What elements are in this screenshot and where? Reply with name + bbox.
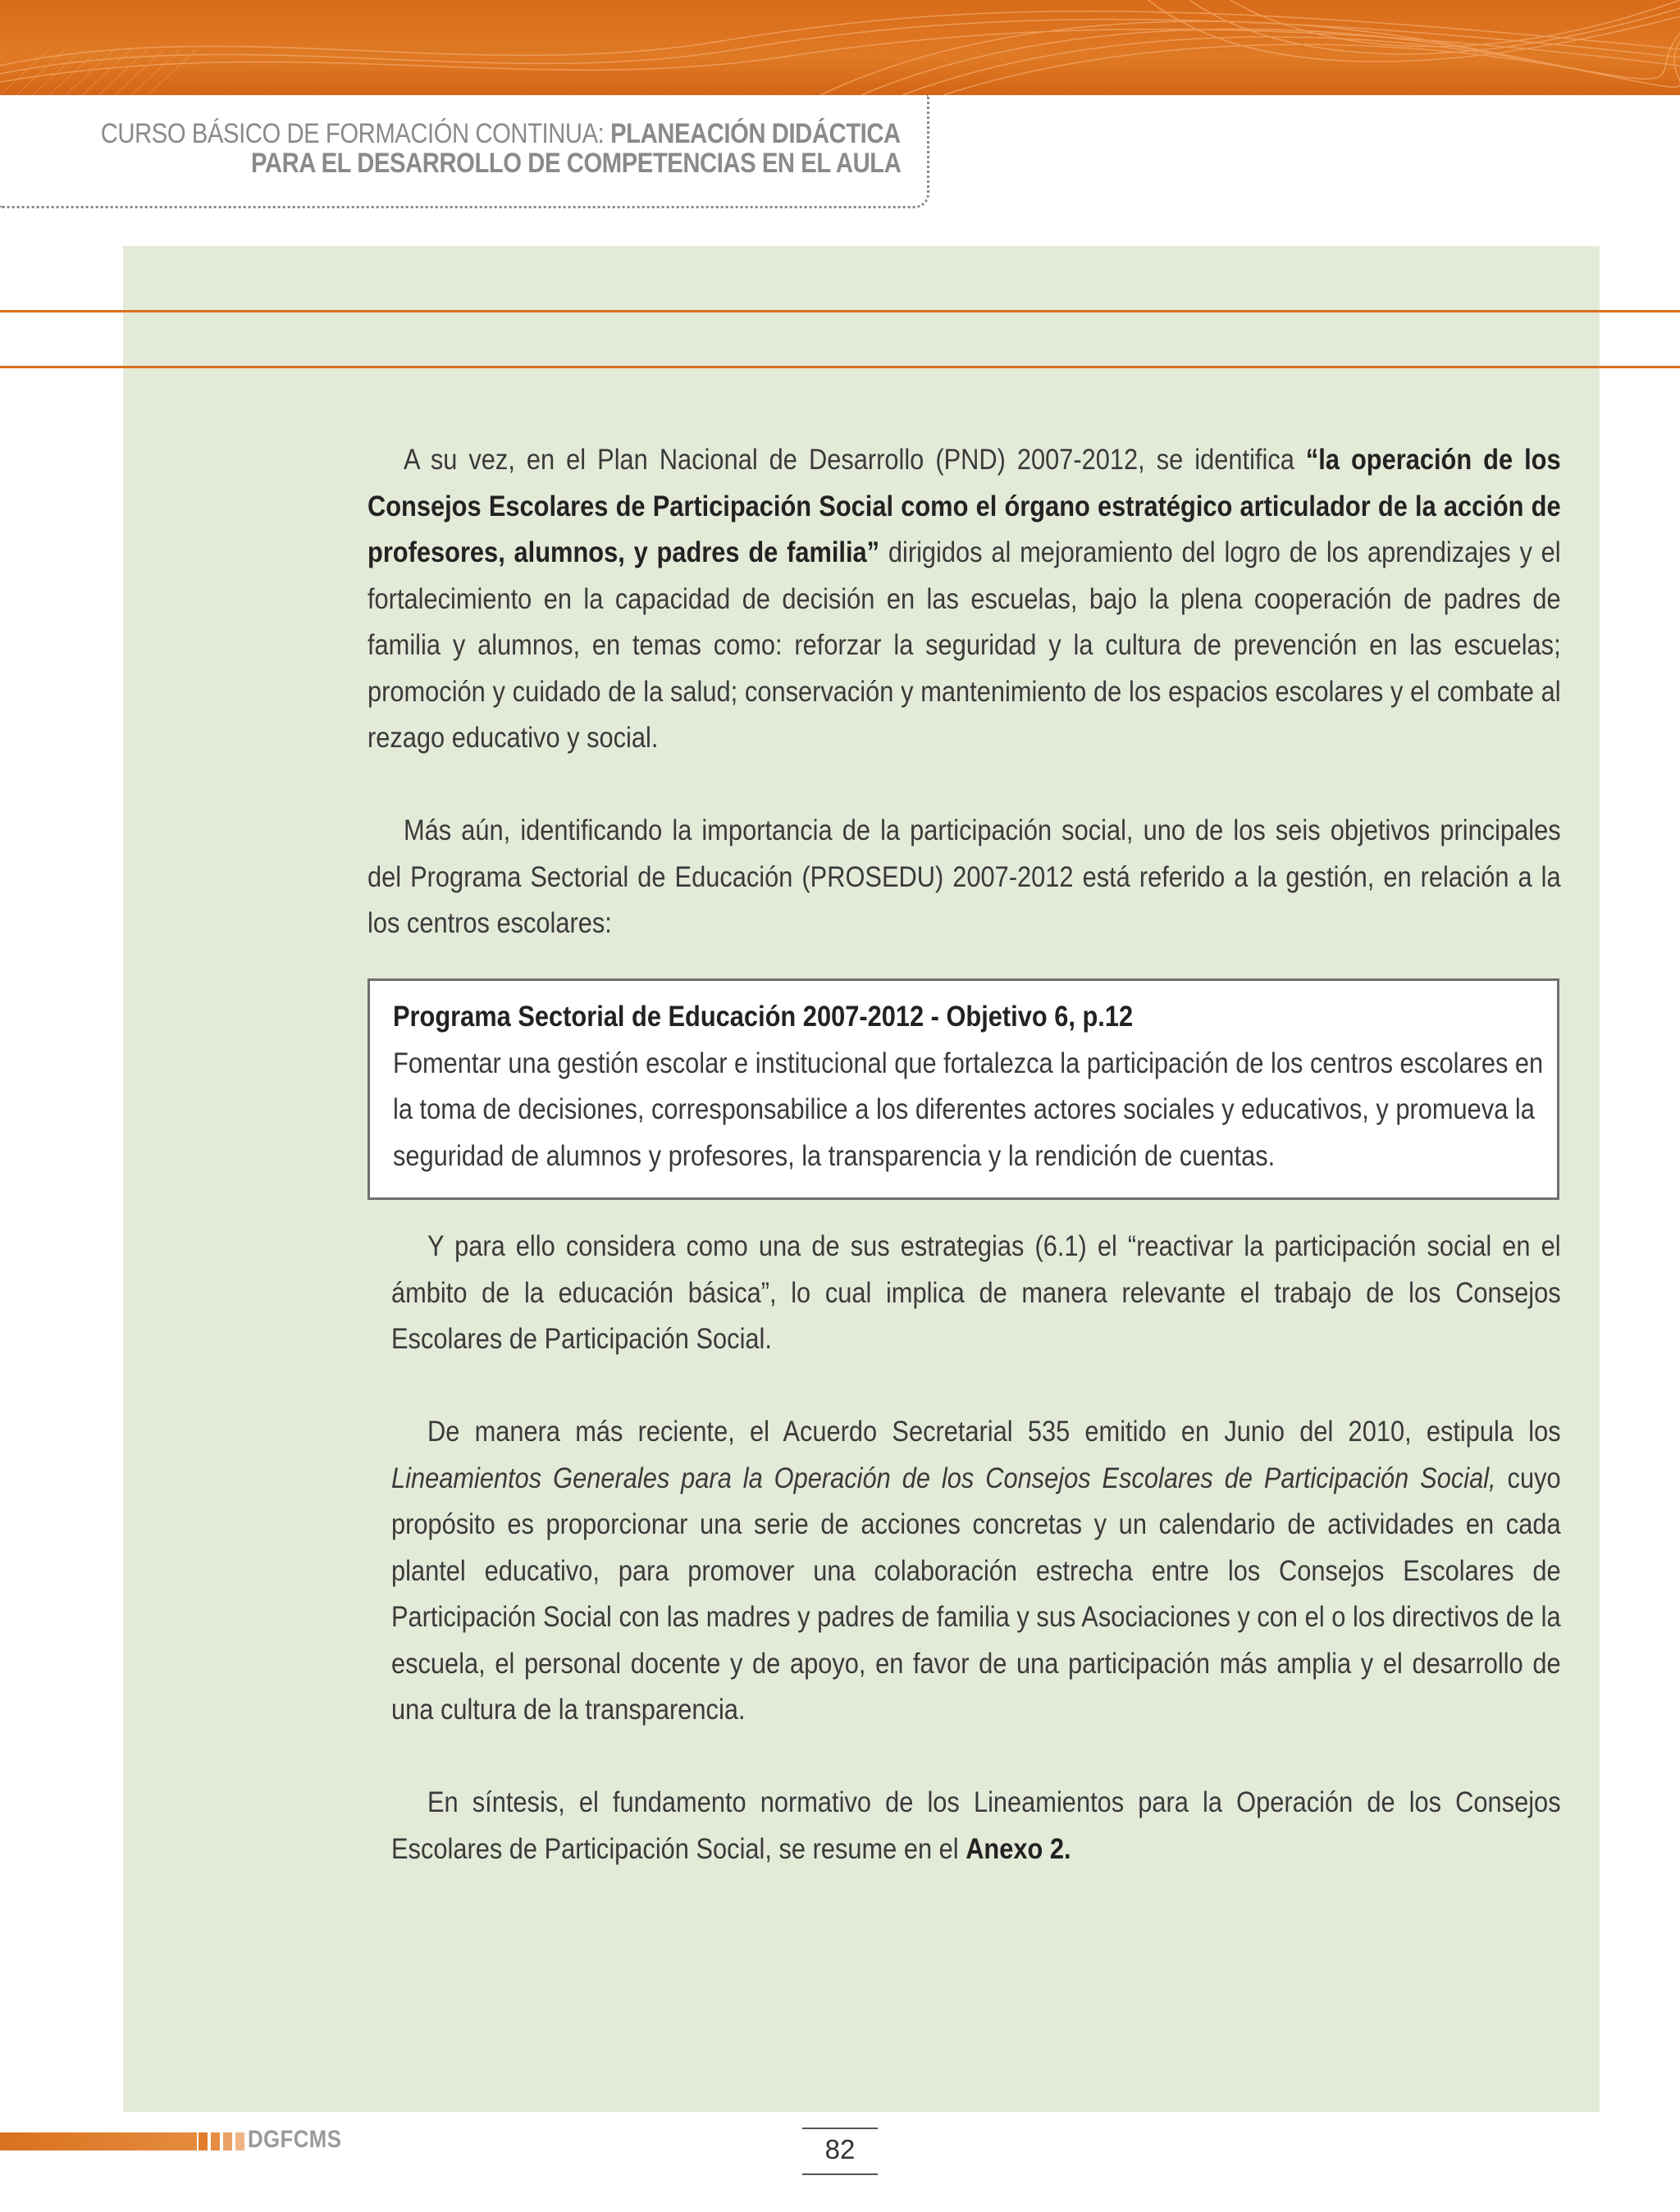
p4-tail: cuyo propósito es proporcionar una serie de acciones concretas y un calendario de actividades en cada plantel educativo, para promover una colaboración estrecha entre los Consejos Escolares de Participación Social con las madres y padres de familia y sus Asociaciones y con el o los directivos de la escuela, el personal docente y de apoyo, en favor de una participación más amplia y el desarrollo de una cultura de la transparencia.	[391, 1462, 1561, 1726]
orange-rule-top	[0, 310, 1680, 312]
running-header	[0, 95, 929, 208]
orange-rule-bottom	[0, 366, 1680, 368]
p5-anexo-link: Anexo 2.	[966, 1832, 1071, 1865]
page-number: 82	[824, 2134, 856, 2164]
paragraph-sintesis	[391, 1780, 1561, 1872]
header-course-prefix: CURSO BÁSICO DE FORMACIÓN CONTINUA:	[101, 118, 611, 149]
p1-lead: A su vez, en el Plan Nacional de Desarrollo (PND) 2007-2012, se identifica	[404, 444, 1306, 476]
wave-lines-decoration	[0, 0, 1680, 95]
header-course-title-2: PARA EL DESARROLLO DE COMPETENCIAS EN EL AULA	[250, 148, 901, 179]
page-number-box	[802, 2128, 878, 2175]
p4-lead: De manera más reciente, el Acuerdo Secretarial 535 emitido en Junio del 2010, estipula los	[427, 1416, 1561, 1448]
p1-tail: dirigidos al mejoramiento del logro de los aprendizajes y el fortalecimiento en la capacidad de decisión en las escuelas, bajo la plena cooperación de padres de familia y alumnos, en temas como: reforzar la seguridad y la cultura de prevención en las escuelas; promoción y cuidado de la salud; conservación y mantenimiento de los espacios escolares y el combate al rezago educativo y social.	[368, 536, 1561, 754]
p1-quote: “la operación de los Consejos Escolares de Participación Social como el órgano estratégico articulador de la acción de profesores, alumnos, y padres de familia”	[368, 444, 1561, 568]
paragraph-acuerdo	[391, 1409, 1561, 1734]
paragraph-prosedu: Más aún, identificando la importancia de la participación social, uno de los seis objetivos principales del Programa Sectorial de Educación (PROSEDU) 2007-2012 está referido a la gestión, en relación a la los centros escolares:	[368, 814, 1561, 939]
footer-org-label: DGFCMS	[248, 2126, 342, 2153]
paragraph-pnd	[368, 437, 1561, 762]
top-decorative-band	[0, 0, 1680, 95]
quote-title: Programa Sectorial de Educación 2007-2012 - Objetivo 6, p.12	[393, 1001, 1134, 1033]
p4-italic-title: Lineamientos Generales para la Operación de los Consejos Escolares de Participación Social,	[391, 1462, 1496, 1494]
header-line-1	[101, 118, 901, 150]
p5-lead: En síntesis, el fundamento normativo de los Lineamientos para la Operación de los Consejos Escolares de Participación Social, se resume en el	[391, 1786, 1561, 1865]
quote-content	[393, 994, 1548, 1179]
footer-stripe-marks	[199, 2132, 248, 2150]
paragraph-estrategia: Y para ello considera como una de sus estrategias (6.1) el “reactivar la participación social en el ámbito de la educación básica”, lo cual implica de manera relevante el trabajo de los Consejos Escolares de Participación Social.	[391, 1230, 1561, 1355]
quote-box	[368, 978, 1559, 1200]
footer-orange-bar	[0, 2132, 197, 2150]
quote-text: Fomentar una gestión escolar e institucional que fortalezca la participación de los centros escolares en la toma de decisiones, corresponsabilice a los diferentes actores sociales y educativos, y promueva la seguridad de alumnos y profesores, la transparencia y la rendición de cuentas.	[393, 1047, 1544, 1172]
header-course-title-1: PLANEACIÓN DIDÁCTICA	[610, 118, 901, 149]
